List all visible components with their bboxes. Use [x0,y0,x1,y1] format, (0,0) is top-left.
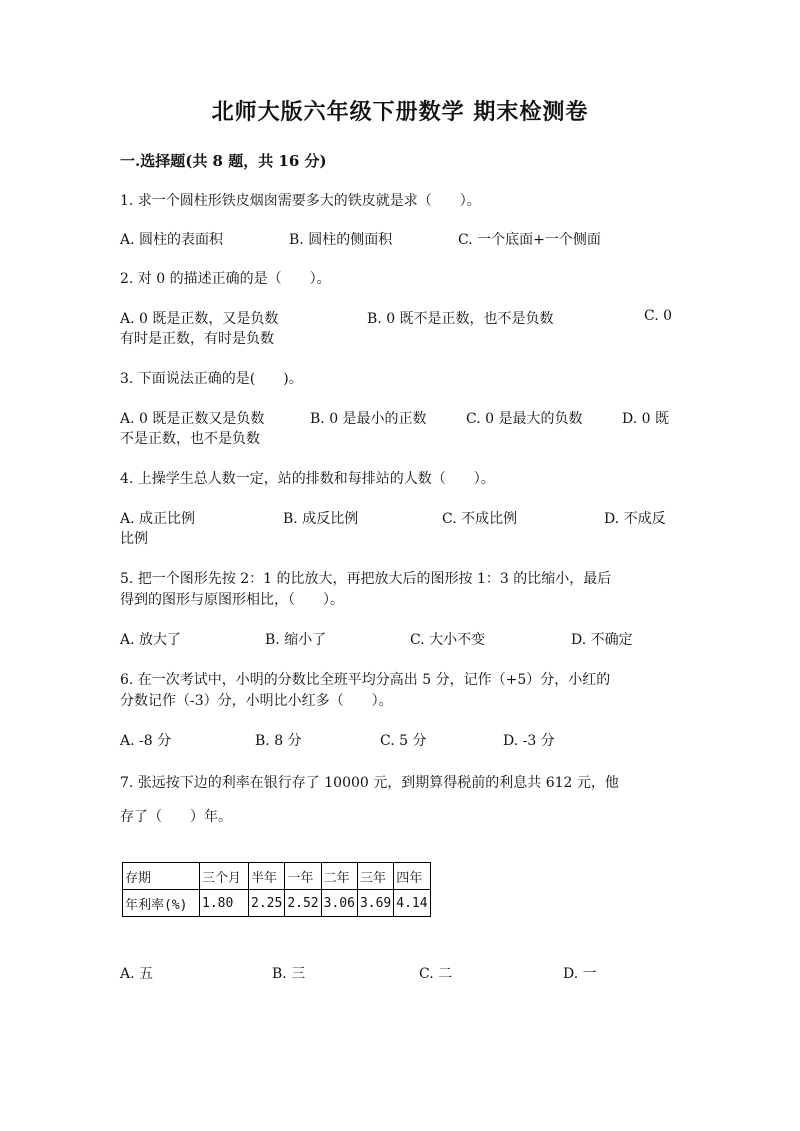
q7-option-d: D. 一 [563,966,597,982]
question-1-stem: 1. 求一个圆柱形铁皮烟囱需要多大的铁皮就是求（ ）。 [120,193,481,209]
q5-option-b: B. 缩小了 [265,632,327,648]
table-cell: 2.52 [285,890,321,917]
table-cell: 1.80 [200,890,249,917]
q1-option-b: B. 圆柱的侧面积 [289,232,393,248]
q4-option-d-continued: 比例 [120,531,148,547]
q1-option-a: A. 圆柱的表面积 [120,232,224,248]
q4-option-b: B. 成反比例 [283,511,359,527]
q7-option-c: C. 二 [419,966,453,982]
q6-option-d: D. -3 分 [503,733,555,749]
table-cell: 4.14 [394,890,430,917]
q4-option-a: A. 成正比例 [120,511,196,527]
question-4-stem: 4. 上操学生总人数一定，站的排数和每排站的人数（ ）。 [120,471,495,487]
q7-option-a: A. 五 [120,966,154,982]
q7-option-b: B. 三 [272,966,306,982]
table-cell: 二年 [321,863,357,890]
question-7-stem-line1: 7. 张远按下边的利率在银行存了 10000 元，到期算得税前的利息共 612 元，他 [120,775,619,791]
q3-option-a: A. 0 既是正数又是负数 [120,411,265,427]
q1-option-c: C. 一个底面+一个侧面 [458,232,601,248]
question-6-stem-line2: 分数记作（-3）分，小明比小红多（ ）。 [120,693,393,709]
q5-option-d: D. 不确定 [571,632,633,648]
q3-option-d-continued: 不是正数，也不是负数 [120,431,260,447]
table-cell: 一年 [285,863,321,890]
question-5-stem-line2: 得到的图形与原图形相比，（ ）。 [120,592,344,608]
question-5-stem-line1: 5. 把一个图形先按 2：1 的比放大，再把放大后的图形按 1：3 的比缩小，最后 [120,571,612,587]
question-6-stem-line1: 6. 在一次考试中，小明的分数比全班平均分高出 5 分，记作（+5）分，小红的 [120,672,611,688]
q6-option-b: B. 8 分 [255,733,302,749]
page-title: 北师大版六年级下册数学 期末检测卷 [211,99,589,125]
table-cell: 2.25 [249,890,285,917]
table-cell: 3.69 [357,890,393,917]
table-cell: 三个月 [200,863,249,890]
question-7-stem-line2: 存了（ ）年。 [120,809,232,825]
table-cell: 四年 [394,863,430,890]
table-row [123,890,431,917]
table-cell: 半年 [249,863,285,890]
q6-option-a: A. -8 分 [120,733,172,749]
section-heading: 一.选择题(共 8 题，共 16 分) [120,152,327,170]
table-cell: 存期 [123,863,200,890]
question-3-stem: 3. 下面说法正确的是( )。 [120,371,303,387]
q2-option-c: C. 0 [644,308,673,324]
q2-option-a: A. 0 既是正数，又是负数 [120,311,279,327]
q6-option-c: C. 5 分 [380,733,427,749]
q4-option-d: D. 不成反 [604,511,666,527]
q3-option-b: B. 0 是最小的正数 [310,411,427,427]
q5-option-c: C. 大小不变 [410,632,486,648]
q5-option-a: A. 放大了 [120,632,182,648]
q3-option-d: D. 0 既 [622,411,669,427]
q2-option-b: B. 0 既不是正数，也不是负数 [367,311,554,327]
table-row [123,863,431,890]
q3-option-c: C. 0 是最大的负数 [466,411,583,427]
table-cell: 年利率(%) [123,890,200,917]
q4-option-c: C. 不成比例 [442,511,518,527]
table-cell: 三年 [357,863,393,890]
table-cell: 3.06 [321,890,357,917]
q2-option-c-continued: 有时是正数，有时是负数 [120,331,274,347]
interest-rate-table [122,862,431,917]
question-2-stem: 2. 对 0 的描述正确的是（ ）。 [120,271,331,287]
